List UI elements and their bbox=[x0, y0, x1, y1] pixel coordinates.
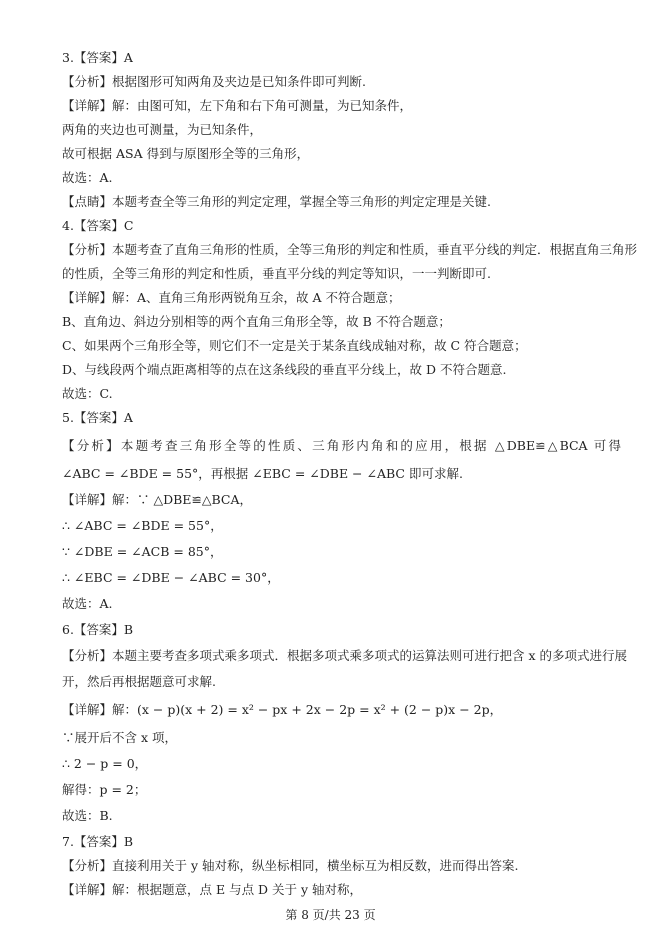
solution-4-line-3: C、如果两个三角形全等，则它们不一定是关于某条直线成轴对称，故 C 符合题意； bbox=[62, 338, 527, 353]
solution-6-line-2: ∵展开后不含 x 项， bbox=[62, 730, 177, 745]
solution-4-line-4: D、与线段两个端点距离相等的点在这条线段的垂直平分线上，故 D 不符合题意. bbox=[62, 362, 507, 377]
solution-5-line-3: ∵ ∠DBE = ∠ACB = 85°， bbox=[62, 544, 223, 559]
solution-3-line-2: 两角的夹边也可测量，为已知条件， bbox=[62, 122, 263, 137]
choice-3: 故选：A. bbox=[62, 170, 113, 185]
solution-5-line-4: ∴ ∠EBC = ∠DBE − ∠ABC = 30°， bbox=[62, 570, 280, 585]
choice-6: 故选：B. bbox=[62, 808, 113, 823]
solution-4-line-2: B、直角边、斜边分别相等的两个直角三角形全等，故 B 不符合题意； bbox=[62, 314, 451, 329]
analysis-4-line-2: 的性质，全等三角形的判定和性质，垂直平分线的判定等知识，一一判断即可. bbox=[62, 266, 491, 281]
answer-4-heading: 4.【答案】C bbox=[62, 218, 134, 233]
solution-3-line-3: 故可根据 ASA 得到与原图形全等的三角形， bbox=[62, 146, 310, 161]
solution-7-line-1: 【详解】解：根据题意，点 E 与点 D 关于 y 轴对称， bbox=[62, 882, 363, 897]
analysis-5-line-1: 【分析】本题考查三角形全等的性质、三角形内角和的应用，根据 △DBE≌△BCA 可得 bbox=[62, 438, 621, 453]
solution-5-line-1: 【详解】解：∵ △DBE≌△BCA， bbox=[62, 492, 253, 507]
solution-4-line-1: 【详解】解：A、直角三角形两锐角互余，故 A 不符合题意； bbox=[62, 290, 401, 305]
solution-6-line-1: 【详解】解：(x − p)(x + 2) = x² − px + 2x − 2p = x² + (2 − p)x − 2p， bbox=[62, 702, 503, 717]
analysis-6-line-2: 开，然后再根据题意可求解. bbox=[62, 674, 216, 689]
choice-5: 故选：A. bbox=[62, 596, 113, 611]
analysis-3: 【分析】根据图形可知两角及夹边是已知条件即可判断. bbox=[62, 74, 366, 89]
answer-6-heading: 6.【答案】B bbox=[62, 622, 134, 637]
answer-5-heading: 5.【答案】A bbox=[62, 410, 133, 425]
choice-4: 故选：C. bbox=[62, 386, 113, 401]
page-footer: 第 8 页/共 23 页 bbox=[285, 908, 376, 922]
analysis-6-line-1: 【分析】本题主要考查多项式乘多项式．根据多项式乘多项式的运算法则可进行把含 x 的多项式进行展 bbox=[62, 648, 627, 663]
analysis-5-line-2: ∠ABC = ∠BDE = 55°，再根据 ∠EBC = ∠DBE − ∠ABC 即可求解. bbox=[62, 466, 463, 481]
answer-7-heading: 7.【答案】B bbox=[62, 834, 134, 849]
analysis-7: 【分析】直接利用关于 y 轴对称，纵坐标相同，横坐标互为相反数，进而得出答案. bbox=[62, 858, 519, 873]
solution-5-line-2: ∴ ∠ABC = ∠BDE = 55°， bbox=[62, 518, 223, 533]
solution-6-line-4: 解得：p = 2； bbox=[62, 782, 147, 797]
solution-6-line-3: ∴ 2 − p = 0， bbox=[62, 756, 148, 771]
solution-3-line-1: 【详解】解：由图可知，左下角和右下角可测量，为已知条件， bbox=[62, 98, 413, 113]
answer-3-heading: 3.【答案】A bbox=[62, 50, 133, 65]
comment-3: 【点睛】本题考查全等三角形的判定定理，掌握全等三角形的判定定理是关键. bbox=[62, 194, 491, 209]
analysis-4-line-1: 【分析】本题考查了直角三角形的性质，全等三角形的判定和性质，垂直平分线的判定．根据直角三角形 bbox=[62, 242, 638, 257]
